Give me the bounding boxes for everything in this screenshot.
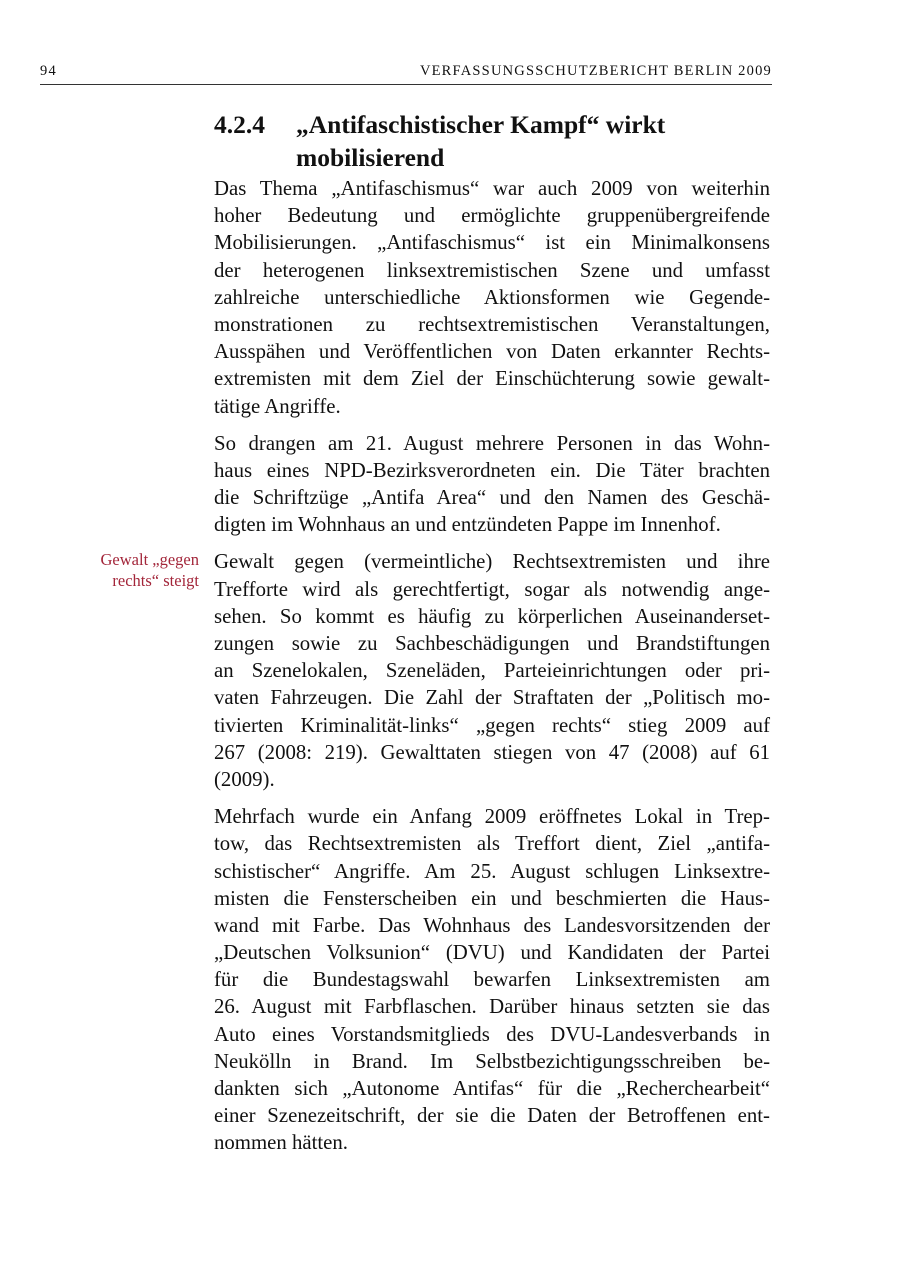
text-line: 267 (2008: 219). Gewalttaten stiegen von 47 (2008) auf 61 — [214, 740, 770, 764]
text-line: haus eines NPD-Bezirksverordneten ein. Die Täter brachten — [214, 458, 770, 482]
running-header — [40, 62, 772, 85]
text-line: digten im Wohnhaus an und entzündeten Pappe im Innenhof. — [214, 513, 721, 537]
paragraph — [214, 430, 770, 539]
text-line: dankten sich „Autonome Antifas“ für die „Recherchearbeit“ — [214, 1077, 770, 1100]
section-heading — [214, 108, 774, 174]
paragraph — [214, 175, 770, 420]
text-line: monstrationen zu rechtsextremistischen Veranstaltungen, — [214, 312, 770, 336]
page-number: 94 — [40, 63, 57, 79]
text-line: Ausspähen und Veröffentlichen von Daten erkannter Rechts- — [214, 340, 770, 364]
text-line: sehen. So kommt es häufig zu körperlichen Auseinanderset- — [214, 604, 770, 628]
running-title: VERFASSUNGSSCHUTZBERICHT BERLIN 2009 — [419, 63, 772, 79]
text-line: tow, das Rechtsextremisten als Treffort dient, Ziel „antifa- — [214, 832, 770, 856]
text-line: wand mit Farbe. Das Wohnhaus des Landesvorsitzenden der — [214, 913, 770, 937]
text-line: der heterogenen linksextremistischen Szene und umfasst — [214, 258, 770, 282]
text-line: misten die Fensterscheiben ein und beschmierten die Haus- — [214, 886, 770, 910]
section-number: 4.2.4 — [214, 110, 265, 139]
text-line: zahlreiche unterschiedliche Aktionsformen wie Gegende- — [214, 285, 770, 309]
text-line: nommen hätten. — [214, 1131, 348, 1155]
text-line: So drangen am 21. August mehrere Personen in das Wohn- — [214, 431, 770, 455]
text-line: „Deutschen Volksunion“ (DVU) und Kandidaten der Partei — [214, 941, 770, 965]
text-line: (2009). — [214, 767, 275, 791]
text-line: an Szenelokalen, Szeneläden, Parteieinrichtungen oder pri- — [214, 659, 770, 683]
text-line: vaten Fahrzeugen. Die Zahl der Straftaten der „Politisch mo- — [214, 686, 770, 710]
text-line: zungen sowie zu Sachbeschädigungen und Brandstiftungen — [214, 632, 770, 655]
text-line: Trefforte wird als gerechtfertigt, sogar als notwendig ange- — [214, 577, 770, 601]
paragraph — [214, 548, 770, 793]
text-line: Auto eines Vorstandsmitglieds des DVU-Landesverbands in — [214, 1022, 770, 1046]
text-line: tivierten Kriminalität-links“ „gegen rechts“ stieg 2009 auf — [214, 713, 770, 737]
section-title-line-2: mobilisierend — [296, 143, 445, 172]
text-line: Gewalt gegen (vermeintliche) Rechtsextremisten und ihre — [214, 550, 770, 574]
text-line: hoher Bedeutung und ermöglichte gruppenübergreifende — [214, 204, 770, 228]
text-line: einer Szenezeitschrift, der sie die Daten der Betroffenen ent- — [214, 1104, 770, 1128]
text-line: Mehrfach wurde ein Anfang 2009 eröffnetes Lokal in Trep- — [214, 805, 770, 829]
text-line: 26. August mit Farbflaschen. Darüber hinaus setzten sie das — [214, 995, 770, 1019]
text-line: extremisten mit dem Ziel der Einschüchterung sowie gewalt- — [214, 367, 770, 391]
text-line: Das Thema „Antifaschismus“ war auch 2009 von weiterhin — [214, 177, 770, 200]
text-line: für die Bundestagswahl bewarfen Linksextremisten am — [214, 968, 770, 992]
margin-note-line-1: Gewalt „gegen — [100, 550, 199, 569]
text-line: Neukölln in Brand. Im Selbstbezichtigungsschreiben be- — [214, 1049, 770, 1073]
section-title-line-1: „Antifaschistischer Kampf“ wirkt — [296, 110, 666, 139]
text-line: tätige Angriffe. — [214, 394, 341, 418]
margin-note-line-2: rechts“ steigt — [112, 571, 199, 590]
margin-note — [80, 549, 199, 591]
body-text — [214, 175, 770, 1167]
text-line: schistischer“ Angriffe. Am 25. August schlugen Linksextre- — [214, 859, 770, 883]
text-line: Mobilisierungen. „Antifaschismus“ ist ein Minimalkonsens — [214, 231, 770, 255]
paragraph — [214, 803, 770, 1156]
text-line: die Schriftzüge „Antifa Area“ und den Namen des Geschä- — [214, 486, 770, 510]
